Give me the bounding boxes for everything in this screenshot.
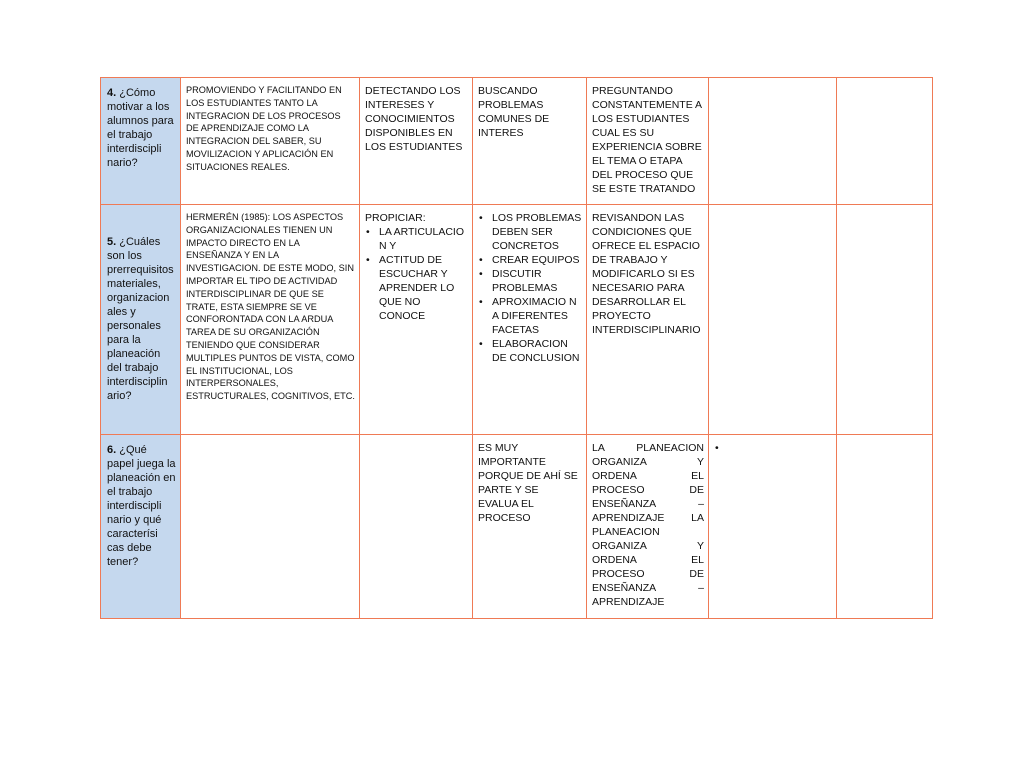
question-number: 5. — [107, 235, 117, 248]
answer-cell: REVISANDON LAS CONDICIONES QUE OFRECE EL ESPACIO DE TRABAJO Y MODIFICARLO SI ES NECESARIO PARA DESARROLLAR EL PROYECTO INTERDISCIPLINARIO — [587, 205, 709, 435]
answer-cell: BUSCANDO PROBLEMAS COMUNES DE INTERES — [473, 78, 587, 205]
bullet-list — [365, 225, 468, 323]
empty-cell — [837, 78, 933, 205]
answer-cell — [473, 205, 587, 435]
list-item: • CREAR EQUIPOS — [492, 253, 582, 267]
question-cell — [101, 78, 181, 205]
question-cell — [101, 205, 181, 435]
question-text: ¿Cuáles son los prerrequisitos materiales, organizacion ales y personales para la planeación del trabajo interdisciplin ario? — [107, 235, 174, 402]
bullet-list — [478, 211, 582, 365]
empty-cell — [709, 205, 837, 435]
bullet-list — [714, 441, 832, 455]
list-item — [728, 441, 832, 455]
empty-cell — [360, 435, 473, 619]
text-line: PROCESO DE — [592, 568, 704, 580]
empty-cell — [837, 435, 933, 619]
question-cell — [101, 435, 181, 619]
answer-intro: PROPICIAR: — [365, 212, 426, 224]
answer-cell: HERMERÉN (1985): LOS ASPECTOS ORGANIZACIONALES TIENEN UN IMPACTO DIRECTO EN LA ENSEÑANZA Y EN LA INVESTIGACION. DE ESTE MODO, SIN IMPORTAR EL TIPO DE ACTIVIDAD INTERDISCIPLINAR DE QUE SE TRATE, ESTA SIEMPRE SE VE CONFORONTADA CON LA ARDUA TAREA DE SU ORGANIZACIÓN TENIENDO QUE CONSIDERAR MULTIPLES PUNTOS DE VISTA, COMO EL INSTITUCIONAL, LOS INTERPERSONALES, ESTRUCTURALES, COGNITIVOS, ETC. — [181, 205, 360, 435]
text-line: ORDENA EL — [592, 470, 704, 482]
list-item: • ELABORACION DE CONCLUSION — [492, 337, 582, 365]
text-line: ENSEÑANZA – — [592, 498, 704, 510]
text-line: ENSEÑANZA – — [592, 582, 704, 594]
question-number: 6. — [107, 444, 117, 456]
list-item: • LA ARTICULACIO N Y — [379, 225, 468, 253]
answer-cell — [587, 435, 709, 619]
answer-cell: PROMOVIENDO Y FACILITANDO EN LOS ESTUDIANTES TANTO LA INTEGRACION DE LOS PROCESOS DE APRENDIZAJE COMO LA INTEGRACION DEL SABER, SU MOVILIZACION Y APLICACIÓN EN SITUACIONES REALES. — [181, 78, 360, 205]
table-row — [101, 435, 933, 619]
answer-cell — [709, 435, 837, 619]
list-item: • DISCUTIR PROBLEMAS — [492, 267, 582, 295]
question-text: ¿Cómo motivar a los alumnos para el trabajo interdiscipli nario? — [107, 87, 174, 169]
list-item: • ACTITUD DE ESCUCHAR Y APRENDER LO QUE NO CONOCE — [379, 253, 468, 323]
text-line: LA PLANEACION — [592, 442, 704, 454]
text-line: APRENDIZAJE — [592, 596, 665, 608]
text-line: ORGANIZA Y — [592, 540, 704, 552]
question-number: 4. — [107, 87, 117, 99]
text-line: PROCESO DE — [592, 484, 704, 496]
text-line: ORGANIZA Y — [592, 456, 704, 468]
empty-cell — [181, 435, 360, 619]
empty-cell — [837, 205, 933, 435]
list-item: • LOS PROBLEMAS DEBEN SER CONCRETOS — [492, 211, 582, 253]
text-line: PLANEACION — [592, 526, 660, 538]
list-item: • APROXIMACIO N A DIFERENTES FACETAS — [492, 295, 582, 337]
answer-cell: DETECTANDO LOS INTERESES Y CONOCIMIENTOS DISPONIBLES EN LOS ESTUDIANTES — [360, 78, 473, 205]
answer-cell — [360, 205, 473, 435]
text-line: ORDENA EL — [592, 554, 704, 566]
empty-cell — [709, 78, 837, 205]
table-row — [101, 205, 933, 435]
answer-cell: PREGUNTANDO CONSTANTEMENTE A LOS ESTUDIANTES CUAL ES SU EXPERIENCIA SOBRE EL TEMA O ETAPA DEL PROCESO QUE SE ESTE TRATANDO — [587, 78, 709, 205]
question-text: ¿Qué papel juega la planeación en el trabajo interdiscipli nario y qué caracterísi cas debe tener? — [107, 444, 176, 568]
answer-cell: ES MUY IMPORTANTE PORQUE DE AHÍ SE PARTE Y SE EVALUA EL PROCESO — [473, 435, 587, 619]
table-row — [101, 78, 933, 205]
text-line: APRENDIZAJE LA — [592, 512, 704, 524]
planning-table — [100, 77, 933, 619]
